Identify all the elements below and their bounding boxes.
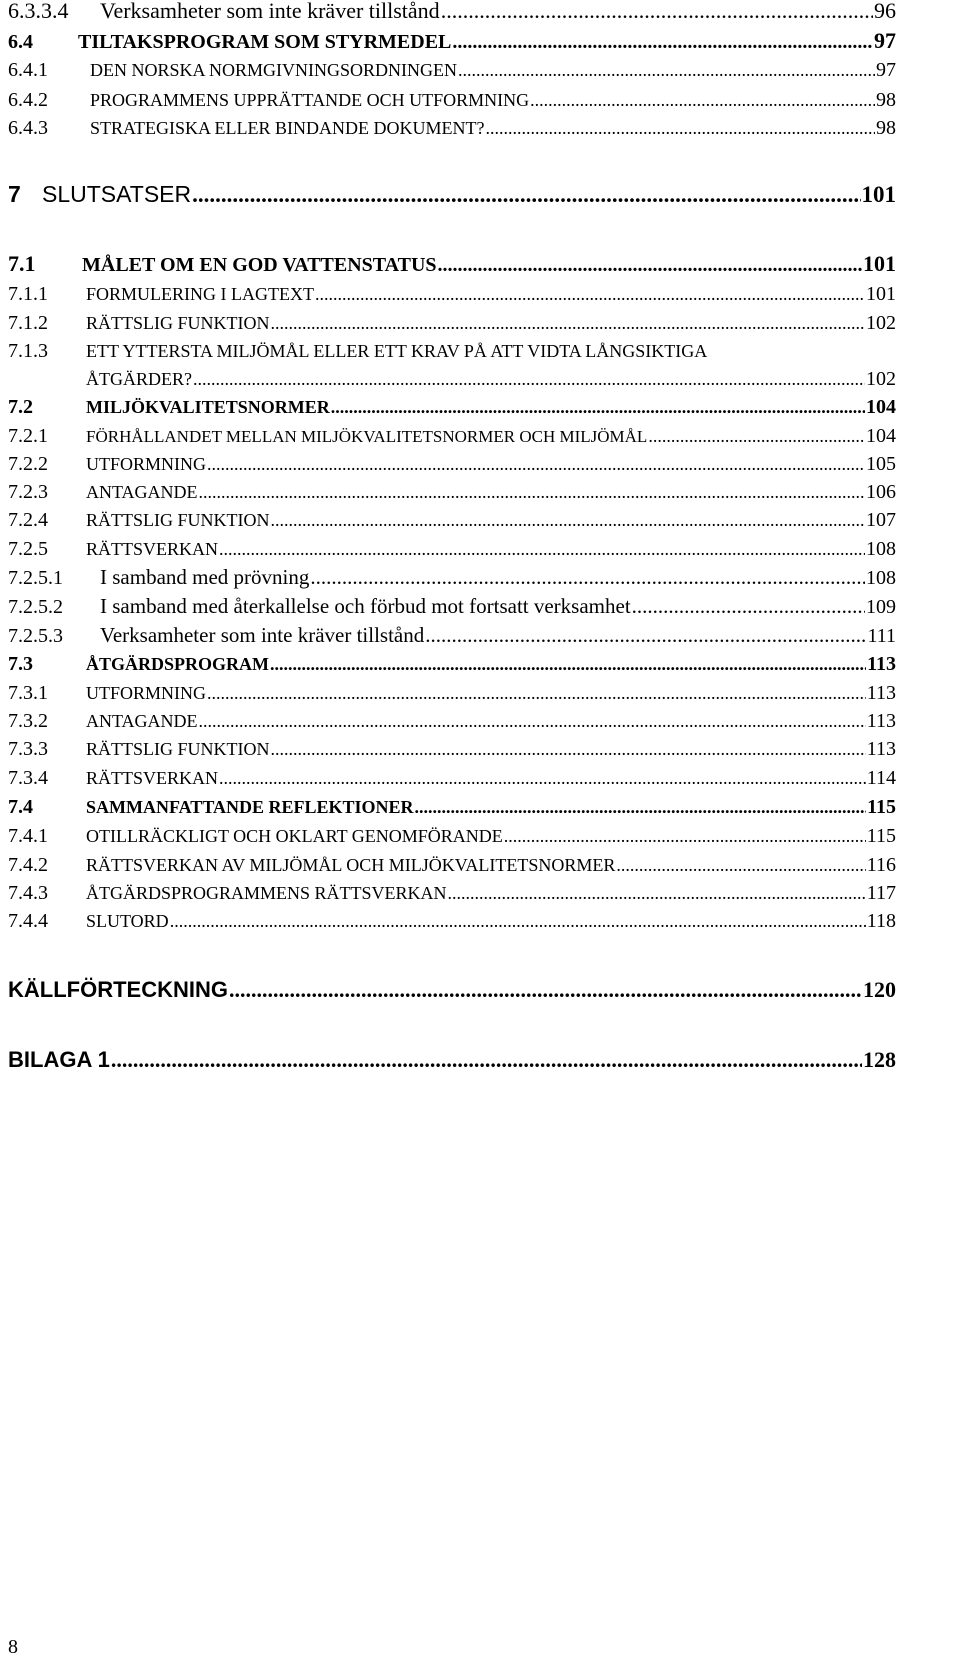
toc-entry-page: 101 (863, 251, 896, 276)
toc-entry[interactable] (8, 711, 896, 731)
toc-entry-title: RÄTTSVERKAN (86, 768, 219, 788)
toc-entry-page: 104 (866, 396, 896, 418)
toc-dot-leader (271, 314, 866, 332)
toc-entry[interactable] (8, 284, 896, 304)
toc-entry-title-continuation: ÅTGÄRDER? (86, 369, 192, 389)
toc-dot-leader (616, 856, 865, 874)
toc-entry-title: I samband med återkallelse och förbud mot fortsatt verksamhet (100, 594, 631, 618)
toc-entry-page: 109 (866, 596, 896, 618)
toc-entry-title: UTFORMNING (86, 683, 207, 703)
toc-entry[interactable] (8, 118, 896, 138)
toc-entry-continuation[interactable] (86, 369, 896, 389)
toc-entry-number: 6.4 (8, 31, 33, 53)
toc-entry-page: 118 (866, 910, 896, 932)
toc-entry-title: FORMULERING I LAGTEXT (86, 284, 314, 304)
toc-dot-leader (207, 455, 865, 473)
toc-entry-number: 7.3.3 (8, 738, 48, 760)
toc-entry-title: Verksamheter som inte kräver tillstånd (100, 623, 425, 647)
toc-entry-page: 102 (866, 312, 896, 334)
toc-entry-page: 128 (863, 1047, 896, 1072)
toc-entry-page: 96 (874, 0, 896, 23)
toc-dot-leader (452, 32, 873, 52)
toc-entry-title: RÄTTSLIG FUNKTION (86, 313, 270, 333)
toc-entry-number: 6.4.1 (8, 59, 48, 81)
toc-entry-number: 6.3.3.4 (8, 0, 69, 23)
toc-entry[interactable] (8, 0, 896, 22)
toc-entry-page: 113 (866, 682, 896, 704)
toc-entry-title: RÄTTSVERKAN (86, 539, 219, 559)
toc-dot-leader (219, 769, 866, 787)
toc-dot-leader (310, 567, 865, 588)
toc-entry[interactable] (8, 911, 896, 931)
toc-entry-title: TILTAKSPROGRAM SOM STYRMEDEL (78, 31, 452, 53)
toc-entry[interactable] (8, 454, 896, 474)
toc-entry[interactable] (8, 341, 896, 361)
toc-dot-leader (441, 0, 873, 22)
toc-dot-leader (199, 712, 866, 730)
toc-dot-leader (229, 979, 862, 1001)
toc-entry-page: 101 (861, 182, 896, 207)
toc-entry-title: ETT YTTERSTA MILJÖMÅL ELLER ETT KRAV PÅ ATT VIDTA LÅNGSIKTIGA (86, 341, 708, 361)
toc-entry-number: 7.3.4 (8, 767, 48, 789)
toc-entry[interactable] (8, 397, 896, 417)
toc-entry-page: 98 (876, 89, 896, 111)
toc-entry-number: 7.4 (8, 796, 33, 818)
toc-entry-page: 115 (867, 796, 896, 818)
toc-entry-title: BILAGA 1 (8, 1047, 110, 1072)
toc-entry-title: STRATEGISKA ELLER BINDANDE DOKUMENT? (90, 118, 485, 138)
toc-entry[interactable] (8, 313, 896, 333)
toc-entry-number: 7.1 (8, 251, 36, 276)
toc-entry-title: MILJÖKVALITETSNORMER (86, 397, 330, 417)
toc-entry[interactable] (8, 539, 896, 559)
toc-entry-page: 115 (866, 825, 896, 847)
toc-entry-title: PROGRAMMENS UPPRÄTTANDE OCH UTFORMNING (90, 90, 530, 110)
toc-entry[interactable] (8, 596, 896, 617)
toc-entry-page: 106 (866, 481, 896, 503)
toc-entry[interactable] (8, 654, 896, 674)
toc-entry-number: 7 (8, 181, 21, 207)
toc-dot-leader (219, 540, 865, 558)
toc-dot-leader (632, 596, 865, 617)
toc-entry-page: 116 (866, 854, 896, 876)
toc-entry-number: 6.4.2 (8, 89, 48, 111)
toc-entry-number: 7.4.4 (8, 910, 48, 932)
toc-entry-title: ANTAGANDE (86, 711, 198, 731)
toc-entry-page: 108 (866, 567, 896, 589)
toc-entry-page: 120 (863, 977, 896, 1002)
toc-entry-number: 7.4.2 (8, 854, 48, 876)
toc-entry-number: 7.4.1 (8, 825, 48, 847)
toc-entry-page: 98 (876, 117, 896, 139)
toc-entry-page: 97 (874, 28, 896, 53)
toc-entry-number: 7.3.2 (8, 710, 48, 732)
toc-entry-title: ÅTGÄRDSPROGRAMMENS RÄTTSVERKAN (86, 883, 447, 903)
toc-entry[interactable] (8, 567, 896, 588)
toc-entry-page: 113 (866, 710, 896, 732)
toc-dot-leader (331, 398, 865, 416)
toc-entry-page: 114 (866, 767, 896, 789)
toc-entry-page: 111 (867, 625, 896, 647)
toc-entry-number: 7.3 (8, 653, 33, 675)
toc-entry-page: 117 (866, 882, 896, 904)
toc-entry-page: 113 (867, 653, 896, 675)
toc-entry-number: 7.4.3 (8, 882, 48, 904)
toc-entry-title: MÅLET OM EN GOD VATTENSTATUS (82, 254, 437, 276)
toc-entry-number: 7.2.5.3 (8, 625, 63, 647)
toc-entry[interactable] (8, 510, 896, 530)
toc-dot-leader (425, 625, 866, 646)
toc-entry[interactable] (8, 739, 896, 759)
toc-entry-page: 105 (866, 453, 896, 475)
toc-entry-number: 7.2 (8, 396, 33, 418)
toc-entry-number: 7.2.5.1 (8, 567, 63, 589)
toc-dot-leader (270, 655, 866, 673)
toc-entry[interactable] (8, 826, 896, 846)
toc-dot-leader (530, 91, 875, 109)
toc-dot-leader (192, 183, 860, 206)
toc-dot-leader (111, 1049, 862, 1071)
toc-dot-leader (193, 370, 865, 388)
toc-entry-number: 7.3.1 (8, 682, 48, 704)
toc-entry[interactable] (8, 683, 896, 703)
toc-entry[interactable] (8, 482, 896, 502)
toc-entry[interactable] (8, 183, 896, 206)
toc-entry-title: RÄTTSLIG FUNKTION (86, 510, 270, 530)
toc-entry-number: 7.2.2 (8, 453, 48, 475)
toc-entry-title: RÄTTSLIG FUNKTION (86, 739, 270, 759)
toc-entry-page: 101 (866, 283, 896, 305)
toc-dot-leader (415, 798, 867, 816)
toc-entry[interactable] (8, 426, 896, 446)
toc-entry-title: OTILLRÄCKLIGT OCH OKLART GENOMFÖRANDE (86, 826, 503, 846)
toc-entry[interactable] (8, 1049, 896, 1071)
toc-entry-title: FÖRHÅLLANDET MELLAN MILJÖKVALITETSNORMER OCH MILJÖMÅL (86, 427, 648, 446)
toc-dot-leader (504, 827, 866, 845)
toc-entry[interactable] (8, 90, 896, 110)
toc-entry-number: 7.1.3 (8, 340, 48, 362)
toc-entry-number: 7.2.5 (8, 538, 48, 560)
toc-entry[interactable] (8, 30, 896, 52)
toc-entry[interactable] (8, 797, 896, 817)
toc-dot-leader (448, 884, 866, 902)
toc-dot-leader (207, 684, 866, 702)
toc-entry-title: RÄTTSVERKAN AV MILJÖMÅL OCH MILJÖKVALITETSNORMER (86, 855, 616, 875)
toc-entry-number: 7.2.5.2 (8, 596, 63, 618)
toc-entry-page: 108 (866, 538, 896, 560)
toc-entry[interactable] (8, 60, 896, 80)
toc-dot-leader (485, 119, 875, 137)
toc-entry[interactable] (8, 625, 896, 646)
toc-entry-title: DEN NORSKA NORMGIVNINGSORDNINGEN (90, 60, 458, 80)
toc-entry-number: 7.2.4 (8, 509, 48, 531)
toc-dot-leader (315, 285, 865, 303)
toc-entry-page: 107 (866, 509, 896, 531)
toc-dot-leader (170, 912, 866, 930)
toc-entry-page: 104 (866, 425, 896, 447)
toc-entry-page: 102 (866, 368, 896, 390)
toc-entry-title: ÅTGÄRDSPROGRAM (86, 654, 269, 674)
toc-entry-title: Verksamheter som inte kräver tillstånd (100, 0, 440, 23)
toc-entry-title: SAMMANFATTANDE REFLEKTIONER (86, 797, 414, 817)
toc-entry[interactable] (8, 855, 896, 875)
toc-entry[interactable] (8, 253, 896, 275)
toc-entry-title: KÄLLFÖRTECKNING (8, 977, 228, 1002)
toc-dot-leader (271, 511, 866, 529)
toc-entry-title: SLUTORD (86, 911, 169, 931)
toc-entry-title: I samband med prövning (100, 565, 310, 589)
toc-entry-number: 7.2.3 (8, 481, 48, 503)
toc-entry-page: 97 (876, 59, 896, 81)
toc-dot-leader (271, 740, 866, 758)
toc-dot-leader (438, 255, 862, 275)
toc-entry-title: ANTAGANDE (86, 482, 198, 502)
toc-dot-leader (458, 61, 875, 79)
toc-entry-number: 7.1.1 (8, 283, 48, 305)
toc-entry-number: 7.2.1 (8, 425, 48, 447)
toc-entry[interactable] (8, 768, 896, 788)
toc-entry-page: 113 (866, 738, 896, 760)
toc-entry-number: 6.4.3 (8, 117, 48, 139)
toc-entry-title: UTFORMNING (86, 454, 207, 474)
toc-dot-leader (648, 427, 865, 445)
toc-dot-leader (199, 483, 865, 501)
toc-entry-number: 7.1.2 (8, 312, 48, 334)
page-number: 8 (8, 1636, 18, 1658)
toc-entry[interactable] (8, 979, 896, 1001)
toc-entry-title: SLUTSATSER (42, 181, 192, 207)
toc-entry[interactable] (8, 883, 896, 903)
